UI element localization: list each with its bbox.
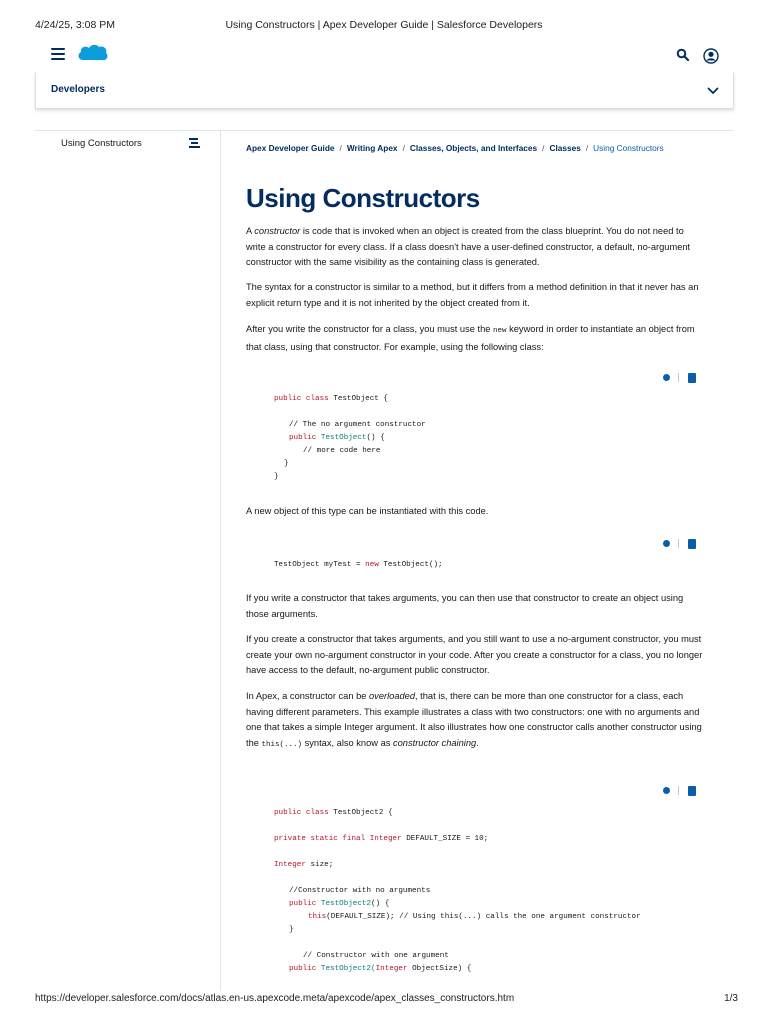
paragraph: After you write the constructor for a class, you must use the new keyword in order to instantiate an object from that class, using that constructor. For example, using the following class: — [246, 324, 695, 352]
copy-icon[interactable] — [688, 786, 696, 796]
developers-nav-dropdown[interactable] — [35, 72, 734, 109]
breadcrumb: Apex Developer Guide / Writing Apex / Classes, Objects, and Interfaces / Classes / Using Constructors — [246, 143, 664, 153]
copy-icon[interactable] — [688, 373, 696, 383]
salesforce-cloud-logo-icon[interactable] — [75, 42, 109, 66]
breadcrumb-link[interactable]: Classes — [549, 143, 581, 153]
global-header — [35, 42, 733, 70]
show-hide-icon[interactable] — [663, 540, 670, 547]
breadcrumb-link[interactable]: Classes, Objects, and Interfaces — [409, 143, 538, 153]
paragraph: A constructor is code that is invoked when an object is created from the class blueprint. You do not need to write a constructor for every class. If a class doesn't have a user-defined constructor, a default, no-argument constructor with the same visibility as the containing class is generated. — [246, 226, 691, 267]
paragraph: If you write a constructor that takes arguments, you can then use that constructor to create an object using those arguments. — [246, 593, 684, 619]
chevron-down-icon[interactable] — [707, 86, 719, 96]
search-icon[interactable] — [676, 48, 690, 62]
breadcrumb-link[interactable]: Apex Developer Guide — [246, 143, 335, 153]
code-toolbar — [663, 372, 699, 382]
toc-icon[interactable] — [189, 138, 200, 149]
copy-icon[interactable] — [688, 539, 696, 549]
menu-icon[interactable] — [51, 48, 65, 62]
paragraph: A new object of this type can be instantiated with this code. — [246, 506, 489, 516]
print-title: Using Constructors | Apex Developer Guide | Salesforce Developers — [225, 19, 543, 31]
show-hide-icon[interactable] — [663, 787, 670, 794]
print-header — [0, 19, 768, 33]
show-hide-icon[interactable] — [663, 374, 670, 381]
user-icon[interactable] — [703, 48, 719, 64]
paragraph: If you create a constructor that takes arguments, and you still want to use a no-argument constructor, you must create your own no-argument constructor in your code. After you create a constructor for a class, you no longer have access to the default, no-argument public constructor. — [246, 634, 703, 675]
paragraph: The syntax for a constructor is similar to a method, but it differs from a method definition in that it never has an explicit return type and it is not inherited by the object created from it. — [246, 282, 699, 308]
sidebar-item-using-constructors[interactable]: Using Constructors — [61, 138, 142, 149]
developers-label: Developers — [51, 84, 105, 95]
breadcrumb-current: Using Constructors — [593, 143, 664, 153]
breadcrumb-link[interactable]: Writing Apex — [346, 143, 398, 153]
paragraph: In Apex, a constructor can be overloaded, that is, there can be more than one constructor for a class, each having different parameters. This example illustrates a class with two constructors: one with no arguments and one that takes a simple Integer argument. It also illustrates how one constructor calls another constructor using the this(...) syntax, also know as constructor chaining. — [246, 691, 702, 749]
print-timestamp: 4/24/25, 3:08 PM — [35, 19, 115, 31]
sidebar — [35, 131, 221, 991]
code-toolbar — [663, 785, 699, 795]
print-page-number: 1/3 — [724, 993, 738, 1004]
code-toolbar — [663, 538, 699, 548]
print-url: https://developer.salesforce.com/docs/atlas.en-us.apexcode.meta/apexcode/apex_classes_constructors.htm — [35, 993, 515, 1004]
page-title: Using Constructors — [246, 183, 480, 213]
